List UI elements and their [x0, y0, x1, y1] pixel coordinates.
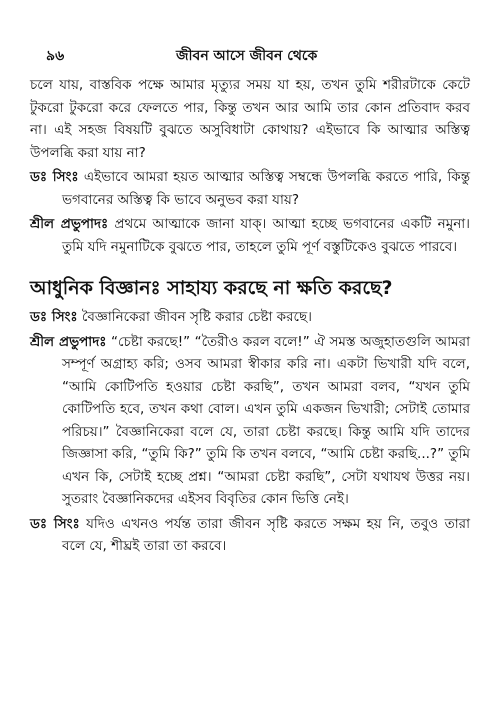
page-content — [30, 74, 470, 560]
dialogue-text: বৈজ্ঞানিকেরা জীবন সৃষ্টি করার চেষ্টা করছে। — [81, 309, 312, 325]
paragraph: চলে যায়, বাস্তবিক পক্ষে আমার মৃত্যুর সময় যা হয়, তখন তুমি শরীরটাকে কেটে টুকরো টুকরো করে ফেলতে পার, কিন্তু তখন আর আমি তার কোন প্রতিবাদ করব না। এই সহজ বিষয়টি বুঝতে অসুবিধাটা কোথায়? এইভাবে কি আত্মার অস্তিত্ব উপলব্ধি করা যায় না? — [30, 77, 470, 161]
dialogue-question — [30, 513, 470, 558]
dialogue-text: এইভাবে আমরা হয়ত আত্মার অস্তিত্ব সম্বন্ধে উপলব্ধি করতে পারি, কিন্তু ভগবানের অস্তিত্ব কি ভাবে অনুভব করা যায়? — [62, 169, 471, 208]
dialogue-answer — [30, 213, 470, 258]
speaker-label: ডঃ সিংঃ — [30, 515, 80, 532]
speaker-label: ডঃ সিংঃ — [30, 309, 78, 325]
page-header — [46, 44, 466, 64]
dialogue-question — [30, 166, 470, 211]
page-number: ৯৬ — [46, 48, 65, 64]
dialogue-question — [30, 306, 470, 329]
speaker-label: ডঃ সিংঃ — [30, 169, 79, 185]
dialogue-text: প্রথমে আত্মাকে জানা যাক্। আত্মা হচ্ছে ভগবানের একটি নমুনা। তুমি যদি নমুনাটিকে বুঝতে পার, তাহলে তুমি পূর্ণ বস্তুটিকেও বুঝতে পারবে। — [62, 216, 470, 255]
running-title: জীবন আসে জীবন থেকে — [176, 48, 318, 64]
section-heading: আধুনিক বিজ্ঞানঃ সাহায্য করছে না ক্ষতি করছে? — [30, 277, 393, 299]
dialogue-text: যদিও এখনও পর্যন্ত তারা জীবন সৃষ্টি করতে সক্ষম হয় নি, তবুও তারা বলে যে, শীঘ্রই তারা তা করবে। — [62, 515, 471, 554]
dialogue-answer — [30, 331, 470, 511]
speaker-label: শ্রীল প্রভুপাদঃ — [30, 333, 107, 350]
speaker-label: শ্রীল প্রভুপাদঃ — [30, 216, 109, 232]
dialogue-text: “চেষ্টা করছে!” “তৈরীও করল বলে!” ঐ সমস্ত অজুহাতগুলি আমরা সম্পূর্ণ অগ্রাহ্য করি; ওসব আমরা স্বীকার করি না। একটা ভিখারী যদি বলে, “আমি কোটিপতি হওয়ার চেষ্টা করছি”, তখন আমরা বলব, “যখন তুমি কোটিপতি হবে, তখন কথা বোল। এখন তুমি একজন ভিখারী; সেটাই তোমার পরিচয়।” বৈজ্ঞানিকেরা বলে যে, তারা চেষ্টা করছে। কিন্তু আমি যদি তাদের জিজ্ঞাসা করি, “তুমি কি?” তুমি কি তখন বলবে, “আমি চেষ্টা করছি...?” তুমি এখন কি, সেটাই হচ্ছে প্রশ্ন। “আমরা চেষ্টা করছি”, সেটা যথাযথ উত্তর নয়। সুতরাং বৈজ্ঞানিকদের এইসব বিবৃতির কোন ভিত্তি নেই। — [62, 333, 470, 507]
